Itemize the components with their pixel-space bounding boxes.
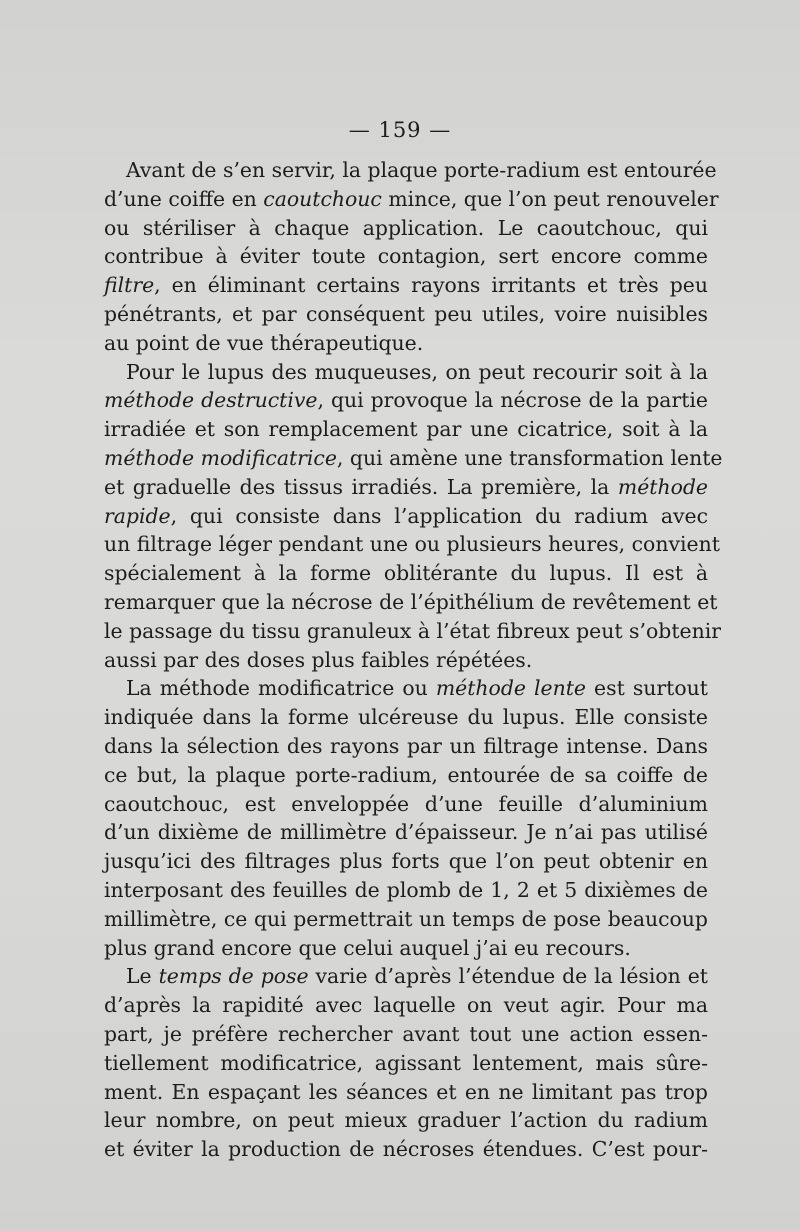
text-segment: varie d’après l’étendue de la lésion et [308, 964, 708, 989]
text-segment: pénétrants, et par conséquent peu utiles, voire nuisibles [104, 301, 708, 326]
italic-phrase: caoutchouc [263, 186, 382, 211]
text-segment: , qui amène une transformation lente [336, 445, 723, 470]
text-line [104, 214, 708, 243]
text-line [104, 300, 708, 329]
text-line [104, 588, 718, 617]
text-segment: mince, que l’on peut renouveler [381, 186, 719, 211]
text-segment: au point de vue thérapeutique. [104, 330, 424, 355]
text-segment: contribue à éviter toute contagion, sert encore comme [104, 244, 708, 269]
text-segment: remarquer que la nécrose de l’épithélium de revêtement et [104, 589, 718, 614]
text-line [104, 473, 708, 502]
text-segment: ment. En espaçant les séances et en ne limitant pas trop [104, 1079, 708, 1104]
text-line [104, 790, 708, 819]
text-segment: Pour le lupus des muqueuses, on peut recourir soit à la [126, 359, 708, 384]
italic-phrase: méthode destructive [104, 388, 318, 413]
page-number: — 159 — [348, 118, 452, 142]
text-line [104, 415, 708, 444]
text-segment: , en éliminant certains rayons irritants et très peu [154, 273, 708, 298]
text-line [104, 934, 708, 963]
text-segment: interposant des feuilles de plomb de 1, 2 et 5 dixièmes de [104, 877, 708, 902]
italic-phrase: méthode [617, 474, 708, 499]
text-line [104, 1135, 708, 1164]
text-line [104, 329, 708, 358]
body-text [104, 156, 723, 1164]
text-segment: , qui consiste dans l’application du radium avec [170, 503, 708, 528]
text-segment: plus grand encore que celui auquel j’ai eu recours. [104, 935, 631, 960]
text-segment: d’un dixième de millimètre d’épaisseur. Je n’ai pas utilisé [104, 820, 708, 845]
text-line [104, 1078, 708, 1107]
text-line [104, 559, 708, 588]
text-segment: le passage du tissu granuleux à l’état fibreux peut s’obtenir [104, 618, 721, 643]
text-line [104, 530, 720, 559]
text-line [104, 1106, 708, 1135]
text-segment: aussi par des doses plus faibles répétées. [104, 647, 533, 672]
text-segment: millimètre, ce qui permettrait un temps de pose beaucoup [104, 906, 708, 931]
text-line [104, 1020, 708, 1049]
text-segment: d’après la rapidité avec laquelle on veut agir. Pour ma [104, 993, 708, 1018]
text-segment: part, je préfère rechercher avant tout une action essen- [104, 1021, 708, 1046]
text-segment: et éviter la production de nécroses étendues. C’est pour- [104, 1137, 708, 1162]
text-segment: ou stériliser à chaque application. Le caoutchouc, qui [104, 215, 708, 240]
text-line [104, 156, 717, 185]
text-segment: un filtrage léger pendant une ou plusieurs heures, convient [104, 532, 720, 557]
text-segment: leur nombre, on peut mieux graduer l’action du radium [104, 1108, 708, 1133]
text-line [104, 502, 708, 531]
text-line [104, 444, 723, 473]
text-segment: Le [126, 964, 159, 989]
text-line [104, 761, 708, 790]
text-segment: ce but, la plaque porte-radium, entourée de sa coiffe de [104, 762, 708, 787]
text-segment: irradiée et son remplacement par une cicatrice, soit à la [104, 417, 708, 442]
text-line [104, 386, 708, 415]
text-line [104, 818, 708, 847]
text-line [104, 962, 708, 991]
text-line [104, 617, 721, 646]
text-segment: indiquée dans la forme ulcéreuse du lupus. Elle consiste [104, 705, 708, 730]
text-segment: et graduelle des tissus irradiés. La première, la [104, 474, 618, 499]
text-segment: Avant de s’en servir, la plaque porte-radium est entourée [126, 158, 717, 182]
italic-phrase: temps de pose [158, 964, 309, 989]
text-line [104, 905, 708, 934]
text-segment: La méthode modificatrice ou [126, 676, 436, 701]
text-line [104, 847, 708, 876]
text-line [104, 358, 708, 387]
text-segment: caoutchouc, est enveloppée d’une feuille d’aluminium [104, 791, 708, 816]
text-line [104, 674, 708, 703]
text-line [104, 271, 708, 300]
text-line [104, 703, 708, 732]
text-line [104, 876, 708, 905]
text-segment: spécialement à la forme oblitérante du lupus. Il est à [104, 561, 708, 586]
italic-phrase: filtre [104, 273, 155, 298]
italic-phrase: rapide [104, 503, 171, 528]
text-line [104, 185, 719, 214]
text-line [104, 242, 708, 271]
text-line [104, 732, 708, 761]
italic-phrase: méthode modificatrice [104, 445, 337, 470]
text-line [104, 991, 708, 1020]
text-line [104, 1049, 708, 1078]
text-line [104, 646, 708, 675]
text-segment: est surtout [585, 676, 708, 701]
italic-phrase: méthode lente [435, 676, 586, 701]
text-segment: dans la sélection des rayons par un filtrage intense. Dans [104, 733, 708, 758]
text-segment: tiellement modificatrice, agissant lentement, mais sûre- [104, 1050, 708, 1075]
text-segment: jusqu’ici des filtrages plus forts que l’on peut obtenir en [104, 849, 708, 874]
text-segment: , qui provoque la nécrose de la partie [317, 388, 708, 413]
text-segment: d’une coiffe en [104, 186, 264, 211]
